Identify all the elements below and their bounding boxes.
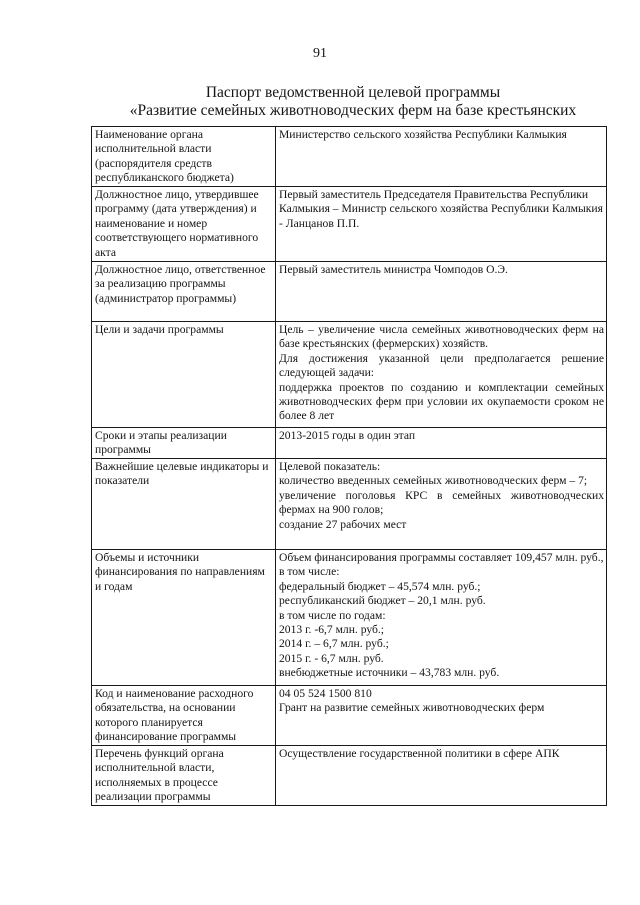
row-value	[276, 322, 607, 428]
row-value	[276, 262, 607, 322]
row-value	[276, 459, 607, 550]
value-line: Цель – увеличение числа семейных животноводческих ферм на базе крестьянских (фермерских) хозяйств.	[279, 323, 604, 351]
row-value	[276, 428, 607, 459]
value-line: Объем финансирования программы составляет 109,457 млн. руб., в том числе:	[279, 551, 604, 579]
table-row	[92, 322, 607, 428]
row-value	[276, 686, 607, 746]
passport-table	[91, 126, 607, 806]
table-row	[92, 187, 607, 262]
value-line: внебюджетные источники – 43,783 млн. руб.	[279, 666, 500, 680]
title-line-2: «Развитие семейных животноводческих ферм на базе крестьянских	[129, 102, 577, 119]
row-label: Должностное лицо, утвердившее программу (дата утверждения) и наименование и номер соответствующего нормативного акта	[92, 187, 276, 262]
row-value	[276, 746, 607, 806]
row-label: Цели и задачи программы	[92, 322, 276, 428]
table-row	[92, 127, 607, 187]
value-line: Министерство сельского хозяйства Республики Калмыкия	[279, 128, 567, 141]
value-line: в том числе по годам:	[279, 608, 386, 622]
table-row	[92, 746, 607, 806]
value-line: Целевой показатель:	[279, 460, 381, 473]
table-row	[92, 428, 607, 459]
value-line: 2013-2015 годы в один этап	[279, 429, 416, 442]
row-label: Наименование органа исполнительной власти (распорядителя средств республиканского бюджета)	[92, 127, 276, 187]
value-line: 2013 г. -6,7 млн. руб.;	[279, 623, 385, 637]
value-line: федеральный бюджет – 45,574 млн. руб.;	[279, 579, 481, 593]
value-line: поддержка проектов по созданию и комплектации семейных животноводческих ферм при условии их окупаемости сроком не более 8 лет	[279, 380, 604, 423]
value-line: Для достижения указанной цели предполагается решение следующей задачи:	[279, 351, 604, 380]
value-line: Грант на развитие семейных животноводческих ферм	[279, 701, 545, 715]
value-line: Первый заместитель Председателя Правительства Республики Калмыкия – Министр сельского хозяйства Республики Калмыкия - Ланцанов П.П.	[279, 188, 603, 230]
document-title	[118, 84, 588, 120]
row-label: Должностное лицо, ответственное за реализацию программы (администратор программы)	[92, 262, 276, 322]
value-line: количество введенных семейных животноводческих ферм – 7;	[279, 474, 588, 488]
table-row	[92, 262, 607, 322]
table-row	[92, 686, 607, 746]
row-value	[276, 187, 607, 262]
table-row	[92, 550, 607, 686]
value-line: 2015 г. - 6,7 млн. руб.	[279, 651, 384, 665]
row-label: Код и наименование расходного обязательства, на основании которого планируется финансирование программы	[92, 686, 276, 746]
value-line: увеличение поголовья КРС в семейных животноводческих фермах на 900 голов;	[279, 488, 604, 517]
value-line: Осуществление государственной политики в сфере АПК	[279, 747, 560, 760]
row-label: Сроки и этапы реализации программы	[92, 428, 276, 459]
value-line: 04 05 524 1500 810	[279, 687, 372, 700]
value-line: республиканский бюджет – 20,1 млн. руб.	[279, 594, 486, 608]
row-value	[276, 550, 607, 686]
value-line: создание 27 рабочих мест	[279, 517, 407, 531]
table-row	[92, 459, 607, 550]
row-label: Важнейшие целевые индикаторы и показатели	[92, 459, 276, 550]
row-label: Перечень функций органа исполнительной власти, исполняемых в процессе реализации программы	[92, 746, 276, 806]
title-line-1: Паспорт ведомственной целевой программы	[205, 84, 501, 101]
value-line: 2014 г. – 6,7 млн. руб.;	[279, 637, 389, 651]
page-number: 91	[313, 46, 327, 61]
value-line: Первый заместитель министра Чомподов О.Э.	[279, 263, 508, 276]
row-label: Объемы и источники финансирования по направлениям и годам	[92, 550, 276, 686]
row-value	[276, 127, 607, 187]
